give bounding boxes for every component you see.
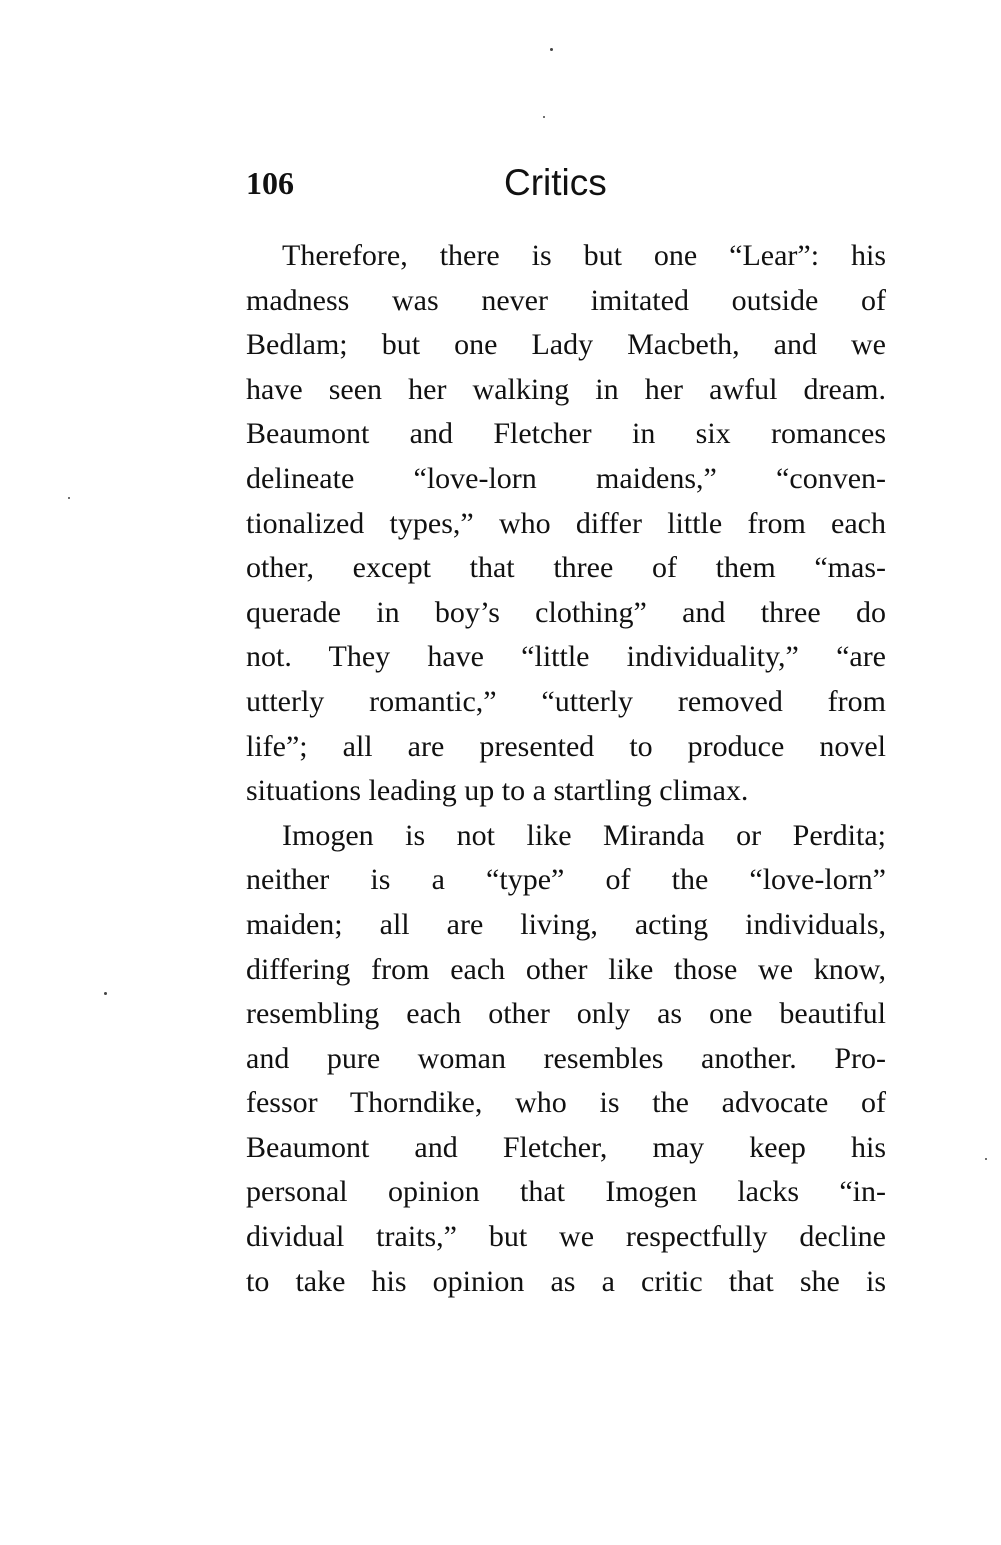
text-line: to take his opinion as a critic that she is	[246, 1264, 886, 1298]
text-line: maiden; all are living, acting individuals,	[246, 907, 886, 941]
paragraph-1	[246, 234, 886, 814]
text-line: Beaumont and Fletcher, may keep his	[246, 1130, 886, 1164]
text-line: dividual traits,” but we respectfully decline	[246, 1220, 886, 1254]
speck	[550, 48, 553, 51]
page-number: 106	[246, 165, 294, 201]
text-line: Bedlam; but one Lady Macbeth, and we	[246, 328, 886, 362]
speck	[985, 1158, 987, 1160]
speck	[68, 497, 70, 499]
text-line: resembling each other only as one beautiful	[246, 997, 886, 1031]
page-header	[246, 158, 886, 208]
text-line: situations leading up to a startling climax.	[246, 774, 749, 808]
text-line: personal opinion that Imogen lacks “in-	[246, 1175, 886, 1209]
running-title: Critics	[504, 162, 607, 203]
text-line: utterly romantic,” “utterly removed from	[246, 684, 886, 718]
text-line: madness was never imitated outside of	[246, 283, 886, 317]
text-line: life”; all are presented to produce novel	[246, 729, 886, 763]
text-line: and pure woman resembles another. Pro-	[246, 1041, 886, 1075]
speck	[543, 116, 545, 118]
text-line: Imogen is not like Miranda or Perdita;	[282, 818, 886, 852]
text-line: differing from each other like those we know,	[246, 952, 886, 986]
text-line: tionalized types,” who differ little from each	[246, 506, 886, 540]
text-line: not. They have “little individuality,” “are	[246, 640, 886, 674]
body-text	[246, 234, 886, 1304]
speck	[104, 992, 107, 995]
paragraph-2	[246, 814, 886, 1305]
text-line: delineate “love-lorn maidens,” “conven-	[246, 461, 886, 495]
text-line: Therefore, there is but one “Lear”: his	[282, 239, 886, 272]
text-line: neither is a “type” of the “love-lorn”	[246, 863, 886, 897]
text-line: querade in boy’s clothing” and three do	[246, 595, 886, 629]
text-line: have seen her walking in her awful dream.	[246, 372, 886, 406]
text-line: fessor Thorndike, who is the advocate of	[246, 1086, 886, 1120]
text-line: Beaumont and Fletcher in six romances	[246, 417, 886, 451]
text-line: other, except that three of them “mas-	[246, 551, 886, 585]
